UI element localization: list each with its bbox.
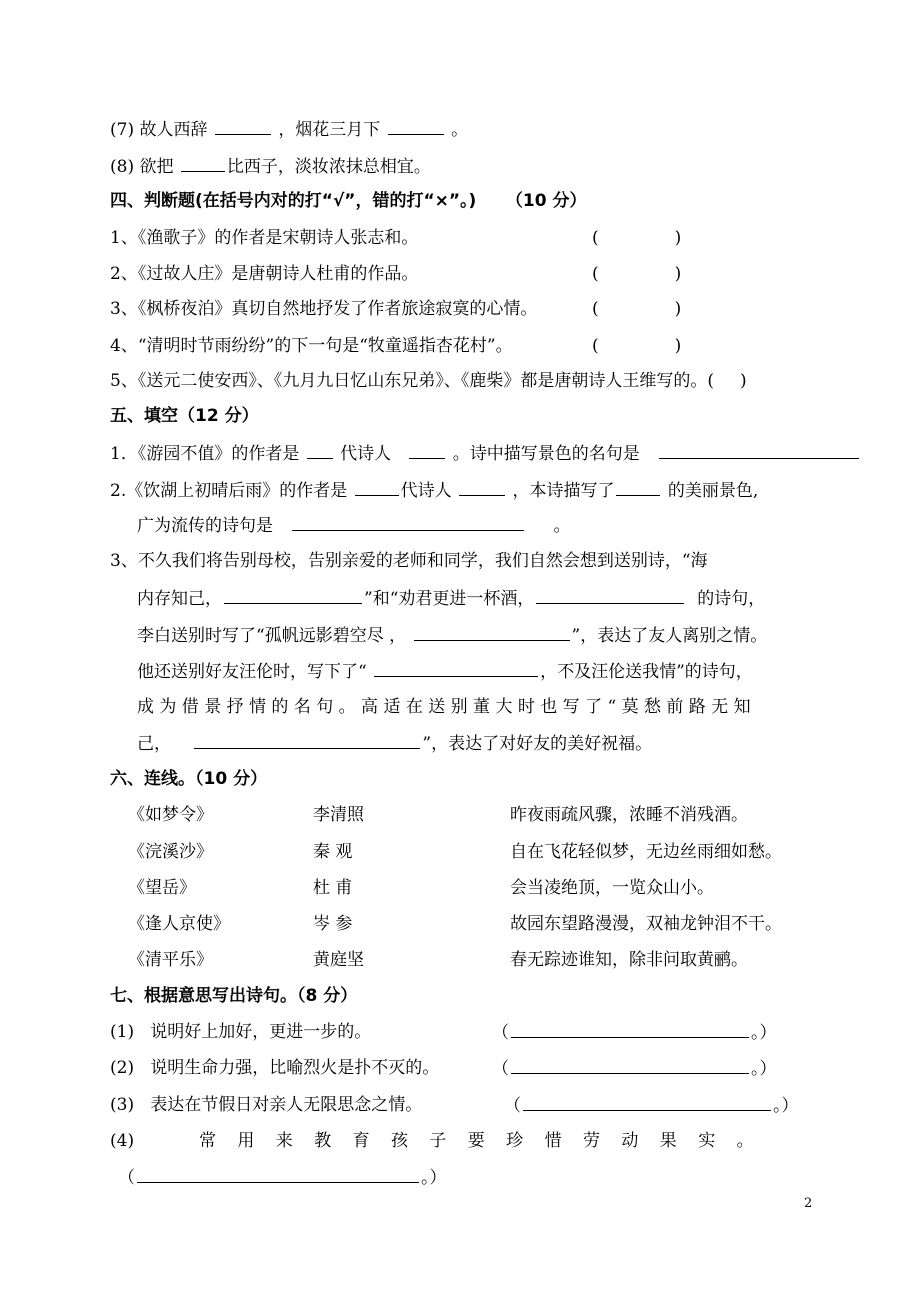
judge-item-1: 1、《渔歌子》的作者是宋朝诗人张志和。 bbox=[110, 228, 419, 248]
section-4-title: 四、判断题(在括号内对的打“√”，错的打“×”。) （10 分） bbox=[110, 191, 587, 211]
judge-item-4: 4、“清明时节雨纷纷”的下一句是“牧童遥指杏花村”。 bbox=[110, 336, 513, 356]
fill-q3-line5: 成 为 借 景 抒 情 的 名 句 。 高 适 在 送 别 董 大 时 也 写 了 “ 莫 愁 前 路 无 知 bbox=[137, 697, 751, 717]
blank-input[interactable] bbox=[307, 442, 333, 459]
fill-q3-line3: 李白送别时写了“孤帆远影碧空尽 ， ”，表达了友人离别之情。 bbox=[137, 626, 768, 646]
answer-line[interactable]: （ 。） bbox=[492, 1059, 777, 1079]
poet-name[interactable]: 李清照 bbox=[313, 805, 364, 825]
blank-input[interactable] bbox=[215, 118, 271, 135]
blank-input[interactable] bbox=[181, 155, 225, 172]
meaning-item-4: (4) 常 用 来 教 育 孩 子 要 珍 惜 劳 动 果 实 。 bbox=[110, 1131, 762, 1151]
answer-line[interactable]: （ 。） bbox=[492, 1023, 777, 1043]
poet-name[interactable]: 杜 甫 bbox=[313, 878, 353, 898]
answer-line[interactable]: （ 。） bbox=[118, 1168, 447, 1188]
fill-q3-line4: 他还送别好友汪伦时，写下了“ ，不及汪伦送我情”的诗句， bbox=[137, 662, 753, 682]
answer-paren[interactable]: ( ) bbox=[592, 264, 682, 284]
poem-title[interactable]: 《如梦令》 bbox=[128, 805, 213, 825]
blank-input[interactable] bbox=[616, 479, 660, 496]
fill-q3-line6: 己， ”，表达了对好友的美好祝福。 bbox=[137, 734, 653, 754]
blank-input[interactable] bbox=[511, 1021, 749, 1038]
fill-q2-line2: 广为流传的诗句是 。 bbox=[137, 516, 571, 536]
blank-input[interactable] bbox=[194, 732, 420, 749]
blank-input[interactable] bbox=[388, 118, 444, 135]
fill-q3-line1: 3、不久我们将告别母校，告别亲爱的老师和同学，我们自然会想到送别诗，“海 bbox=[110, 551, 708, 571]
fill-q3-line2: 内存知己， ”和“劝君更进一杯酒， 的诗句， bbox=[137, 589, 766, 609]
poem-title[interactable]: 《清平乐》 bbox=[128, 950, 213, 970]
blank-input[interactable] bbox=[536, 587, 684, 604]
poem-title[interactable]: 《望岳》 bbox=[128, 878, 196, 898]
blank-input[interactable] bbox=[137, 1166, 419, 1183]
answer-paren[interactable]: ( ) bbox=[592, 228, 682, 248]
judge-item-3: 3、《枫桥夜泊》真切自然地抒发了作者旅途寂寞的心情。 bbox=[110, 299, 538, 319]
answer-paren[interactable]: ( ) bbox=[592, 299, 682, 319]
poem-title[interactable]: 《浣溪沙》 bbox=[128, 842, 213, 862]
poem-line[interactable]: 春无踪迹谁知，除非问取黄鹂。 bbox=[510, 950, 748, 970]
section-5-title: 五、填空（12 分） bbox=[110, 406, 259, 426]
answer-line[interactable]: （ 。） bbox=[504, 1096, 799, 1116]
poem-line[interactable]: 故园东望路漫漫，双袖龙钟泪不干。 bbox=[510, 914, 782, 934]
blank-input[interactable] bbox=[659, 442, 859, 459]
section-7-title: 七、根据意思写出诗句。（8 分） bbox=[110, 986, 358, 1006]
judge-item-5: 5、《送元二使安西》、《九月九日忆山东兄弟》、《鹿柴》都是唐朝诗人王维写的。( ) bbox=[110, 371, 747, 391]
poem-title[interactable]: 《逢人京使》 bbox=[128, 914, 230, 934]
q3-item-8: (8) 欲把 比西子，淡妆浓抹总相宜。 bbox=[110, 157, 431, 177]
section-6-title: 六、连线。（10 分） bbox=[110, 769, 268, 789]
blank-input[interactable] bbox=[459, 479, 505, 496]
judge-item-2: 2、《过故人庄》是唐朝诗人杜甫的作品。 bbox=[110, 264, 419, 284]
meaning-item-1: (1) 说明好上加好，更进一步的。 bbox=[110, 1022, 372, 1042]
blank-input[interactable] bbox=[511, 1057, 749, 1074]
blank-input[interactable] bbox=[374, 660, 538, 677]
poem-line[interactable]: 昨夜雨疏风骤，浓睡不消残酒。 bbox=[510, 805, 748, 825]
page-number: 2 bbox=[804, 1196, 813, 1211]
blank-input[interactable] bbox=[523, 1094, 771, 1111]
poet-name[interactable]: 秦 观 bbox=[313, 842, 353, 862]
meaning-item-2: (2) 说明生命力强，比喻烈火是扑不灭的。 bbox=[110, 1058, 440, 1078]
blank-input[interactable] bbox=[224, 587, 362, 604]
q3-item-7: (7) 故人西辞 ，烟花三月下 。 bbox=[110, 120, 469, 140]
fill-q1: 1．《游园不值》的作者是 代诗人 。诗中描写景色的名句是 bbox=[110, 442, 861, 465]
blank-input[interactable] bbox=[355, 479, 399, 496]
blank-input[interactable] bbox=[409, 442, 445, 459]
answer-paren[interactable]: ( ) bbox=[592, 336, 682, 356]
blank-input[interactable] bbox=[292, 514, 524, 531]
poem-line[interactable]: 自在飞花轻似梦，无边丝雨细如愁。 bbox=[510, 842, 782, 862]
poet-name[interactable]: 岑 参 bbox=[313, 914, 353, 934]
poem-line[interactable]: 会当凌绝顶，一览众山小。 bbox=[510, 878, 714, 898]
meaning-item-3: (3) 表达在节假日对亲人无限思念之情。 bbox=[110, 1095, 423, 1115]
poet-name[interactable]: 黄庭坚 bbox=[313, 950, 364, 970]
fill-q2: 2.《饮湖上初晴后雨》的作者是 代诗人 ，本诗描写了 的美丽景色, bbox=[110, 481, 759, 501]
blank-input[interactable] bbox=[414, 624, 570, 641]
